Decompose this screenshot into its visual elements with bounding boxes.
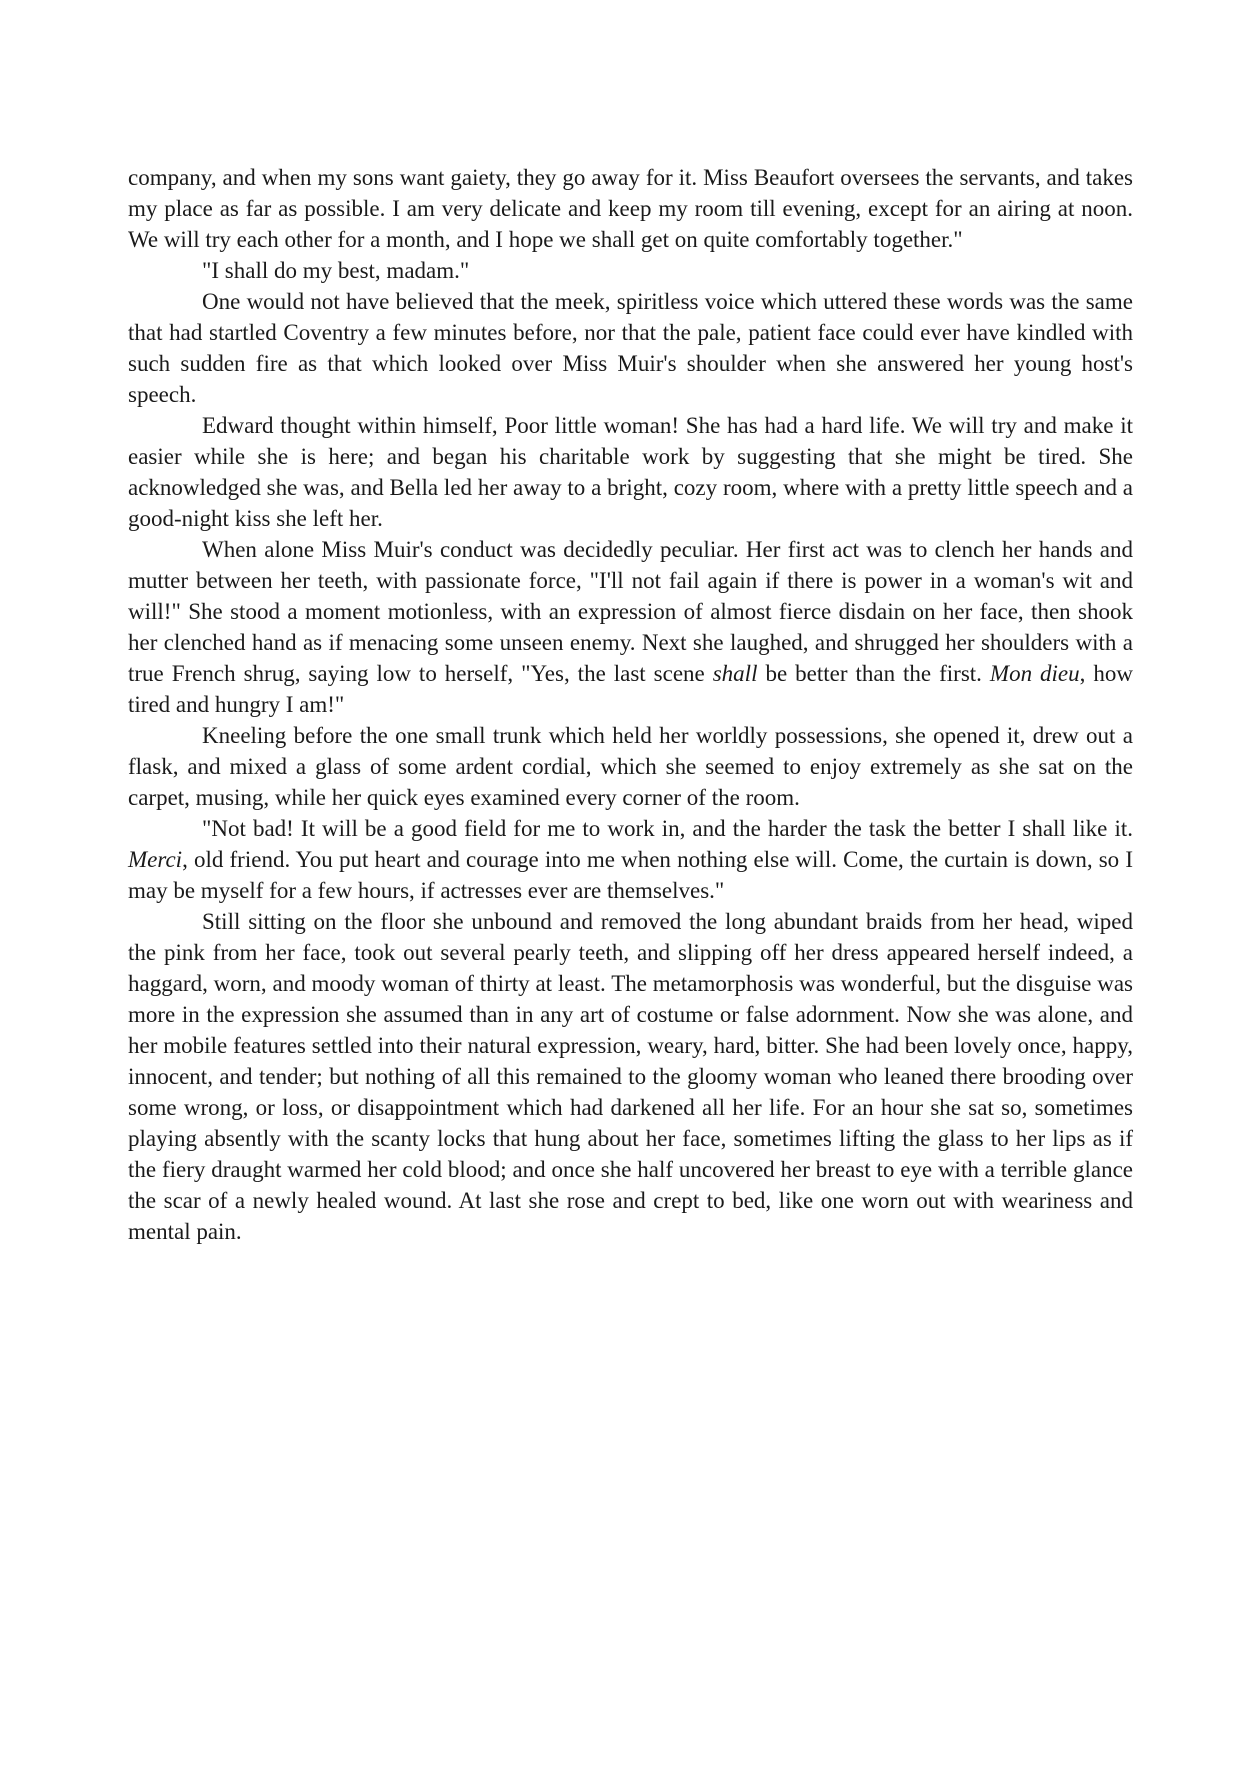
paragraph-text: be better than the first. — [757, 661, 990, 686]
paragraph-text: company, and when my sons want gaiety, they go away for it. Miss Beaufort oversees the servants, and takes my place as far as possible. I am very delicate and keep my room till evening, except for an airing at noon. We will try each other for a month, and I hope we shall get on quite comfortably together." — [128, 165, 1133, 252]
paragraph-text: "I shall do my best, madam." — [202, 258, 470, 283]
paragraph — [128, 410, 1133, 534]
body-text — [128, 162, 1133, 1247]
paragraph — [128, 720, 1133, 813]
paragraph-text: "Not bad! It will be a good field for me to work in, and the harder the task the better I shall like it. — [202, 816, 1133, 841]
paragraph-text: One would not have believed that the meek, spiritless voice which uttered these words was the same that had startled Coventry a few minutes before, nor that the pale, patient face could ever have kindled with such sudden fire as that which looked over Miss Muir's shoulder when she answered her young host's speech. — [128, 289, 1133, 407]
italic-text: Mon dieu — [989, 661, 1080, 686]
paragraph-text: Kneeling before the one small trunk which held her worldly possessions, she opened it, drew out a flask, and mixed a glass of some ardent cordial, which she seemed to enjoy extremely as she sat on the carpet, musing, while her quick eyes examined every corner of the room. — [128, 723, 1133, 810]
paragraph — [128, 286, 1133, 410]
paragraph-text: Edward thought within himself, Poor little woman! She has had a hard life. We will try and make it easier while she is here; and began his charitable work by suggesting that she might be tired. She acknowledged she was, and Bella led her away to a bright, cozy room, where with a pretty little speech and a good-night kiss she left her. — [128, 413, 1133, 531]
paragraph-text: When alone Miss Muir's conduct was decidedly peculiar. Her first act was to clench her hands and mutter between her teeth, with passionate force, "I'll not fail again if there is power in a woman's wit and will!" She stood a moment motionless, with an expression of almost fierce disdain on her face, then shook her clenched hand as if menacing some unseen enemy. Next she laughed, and shrugged her shoulders with a true French shrug, saying low to herself, "Yes, the last scene — [128, 537, 1133, 686]
paragraph — [128, 534, 1133, 720]
paragraph-text: , old friend. You put heart and courage into me when nothing else will. Come, the curtain is down, so I may be myself for a few hours, if actresses ever are themselves." — [128, 847, 1133, 903]
paragraph — [128, 906, 1133, 1247]
italic-text: Merci — [128, 847, 183, 872]
paragraph-text: , how tired and hungry I am!" — [128, 661, 1133, 717]
paragraph — [128, 255, 1133, 286]
italic-text: shall — [712, 661, 758, 686]
paragraph — [128, 162, 1133, 255]
paragraph — [128, 813, 1133, 906]
paragraph-text: Still sitting on the floor she unbound and removed the long abundant braids from her head, wiped the pink from her face, took out several pearly teeth, and slipping off her dress appeared herself indeed, a haggard, worn, and moody woman of thirty at least. The metamorphosis was wonderful, but the disguise was more in the expression she assumed than in any art of costume or false adornment. Now she was alone, and her mobile features settled into their natural expression, weary, hard, bitter. She had been lovely once, happy, innocent, and tender; but nothing of all this remained to the gloomy woman who leaned there brooding over some wrong, or loss, or disappointment which had darkened all her life. For an hour she sat so, sometimes playing absently with the scanty locks that hung about her face, sometimes lifting the glass to her lips as if the fiery draught warmed her cold blood; and once she half uncovered her breast to eye with a terrible glance the scar of a newly healed wound. At last she rose and crept to bed, like one worn out with weariness and mental pain. — [128, 909, 1133, 1244]
